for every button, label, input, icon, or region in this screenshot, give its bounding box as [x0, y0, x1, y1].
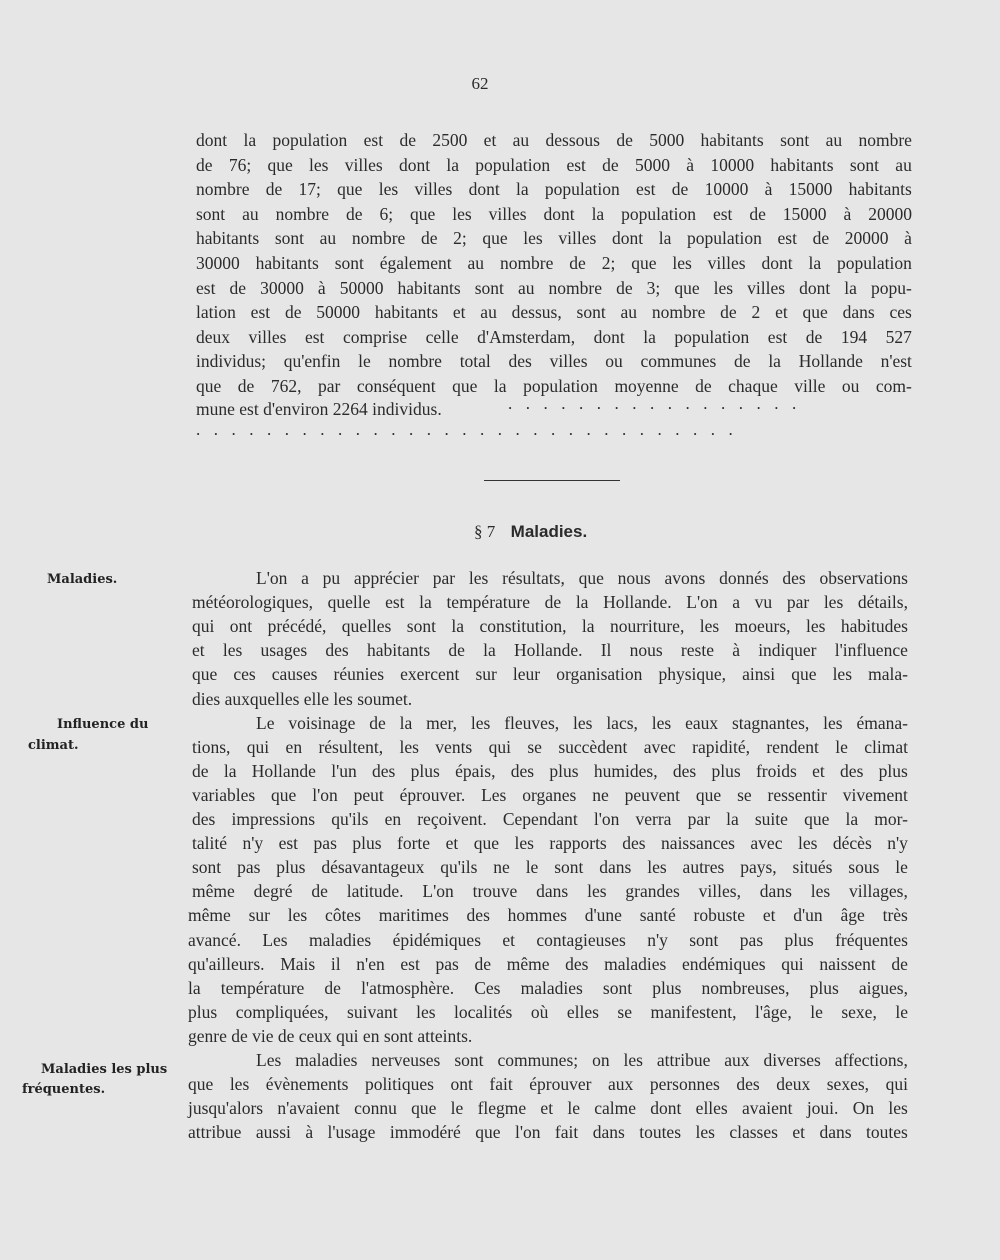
text-line: Les maladies nerveuses sont communes; on les attribue aux diverses affections, — [256, 1050, 908, 1070]
text-line: des impressions qu'ils en reçoivent. Cependant l'on verra par la suite que la mor- — [192, 809, 908, 829]
text-line: météorologiques, quelle est la température de la Hollande. L'on a vu par les détails, — [192, 592, 908, 613]
leader-dots: ................. — [508, 394, 810, 413]
text-line: Le voisinage de la mer, les fleuves, les lacs, les eaux stagnantes, les émana- — [256, 712, 908, 733]
text-line: tions, qui en résultent, les vents qui se succèdent avec rapidité, rendent le climat — [192, 736, 908, 757]
text-line: jusqu'alors n'avaient connu que le flegme et le calme dont elles avaient joui. On les — [188, 1098, 908, 1119]
page-number: 62 — [471, 74, 489, 93]
text-line: sont pas plus désavantageux qu'ils ne le sont dans les autres pays, situés sous le — [192, 857, 908, 878]
text-line: nombre de 17; que les villes dont la population est de 10000 à 15000 habitants — [196, 179, 912, 200]
section-heading — [474, 522, 674, 542]
section-number: § 7 — [474, 522, 496, 541]
paragraph-population-last-line: mune est d'environ 2264 individus. — [196, 399, 442, 419]
margin-note-frequentes: fréquentes. — [22, 1082, 106, 1097]
text-line: variables que l'on peut éprouver. Les organes ne peuvent que se ressentir vivement — [192, 784, 908, 805]
text-line: sont au nombre de 6; que les villes dont la population est de 15000 à 20000 — [196, 203, 912, 224]
text-line: même degré de latitude. L'on trouve dans les grandes villes, dans les villages, — [192, 881, 908, 902]
text-line: talité n'y est pas plus forte et que les rapports des naissances avec les décès n'y — [192, 833, 908, 854]
text-line: que de 762, par conséquent que la population moyenne de chaque ville ou com- — [196, 376, 912, 396]
text-line: la température de l'atmosphère. Ces maladies sont plus nombreuses, plus aigues, — [188, 977, 908, 998]
text-line: et les usages des habitants de la Hollande. Il nous reste à indiquer l'influence — [192, 640, 908, 661]
text-line: dont la population est de 2500 et au dessous de 5000 habitants sont au nombre — [196, 130, 912, 150]
text-line: 30000 habitants sont également au nombre de 2; que les villes dont la population — [196, 253, 912, 273]
margin-note-influence: Influence du — [57, 717, 149, 732]
text-line: lation est de 50000 habitants et au dessus, sont au nombre de 2 et que dans ces — [196, 302, 912, 323]
text-line: de la Hollande l'un des plus épais, des plus humides, des plus froids et des plus — [192, 760, 908, 781]
text-line: deux villes est comprise celle d'Amsterdam, dont la population est de 194 527 — [196, 326, 912, 347]
text-line: qu'ailleurs. Mais il n'en est pas de même des maladies endémiques qui naissent de — [188, 953, 908, 974]
leader-dots: ............................... — [196, 420, 747, 439]
text-line: genre de vie de ceux qui en sont atteints. — [188, 1025, 473, 1046]
text-line: même sur les côtes maritimes des hommes d'une santé robuste et d'un âge très — [188, 905, 908, 926]
section-divider — [484, 480, 620, 481]
text-line: est de 30000 à 50000 habitants sont au nombre de 3; que les villes dont la popu- — [196, 277, 912, 298]
margin-note-influence: climat. — [28, 738, 79, 753]
text-line: plus compliquées, suivant les localités où elles se manifestent, l'âge, le sexe, le — [188, 1001, 908, 1022]
text-line: habitants sont au nombre de 2; que les villes dont la population est de 20000 à — [196, 228, 912, 249]
text-line: individus; qu'enfin le nombre total des villes ou communes de la Hollande n'est — [196, 351, 912, 372]
section-title: Maladies. — [510, 522, 588, 541]
text-line: que les évènements politiques ont fait éprouver aux personnes des deux sexes, qui — [188, 1074, 908, 1095]
text-line: dies auxquelles elle les soumet. — [192, 688, 413, 709]
text-line: que ces causes réunies exercent sur leur organisation physique, ainsi que les mala- — [192, 664, 908, 685]
text-line: qui ont précédé, quelles sont la constitution, la nourriture, les moeurs, les habitudes — [192, 616, 908, 637]
text-line: L'on a pu apprécier par les résultats, que nous avons donnés des observations — [256, 568, 908, 588]
margin-note-maladies: Maladies. — [47, 572, 118, 587]
text-line: de 76; que les villes dont la population est de 5000 à 10000 habitants sont au — [196, 154, 912, 175]
text-line: attribue aussi à l'usage immodéré que l'on fait dans toutes les classes et dans toutes — [188, 1122, 908, 1143]
text-line: avancé. Les maladies épidémiques et contagieuses n'y sont pas plus fréquentes — [188, 929, 908, 950]
margin-note-frequentes: Maladies les plus — [41, 1062, 168, 1077]
